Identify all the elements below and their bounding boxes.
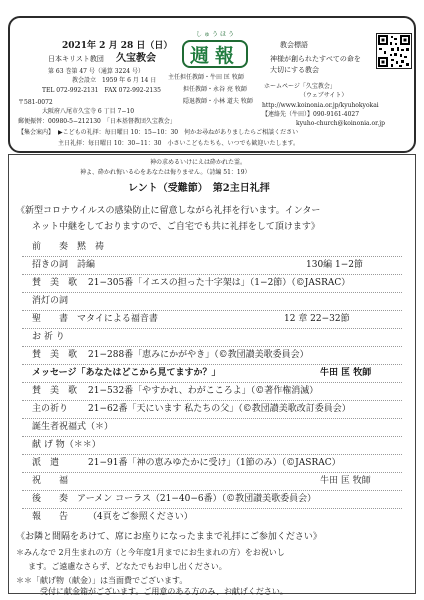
divider: [22, 274, 402, 275]
postal-code: 〒581-0072: [18, 99, 53, 106]
footer-offering-note-1: ＊＊「献げ物（献金）」は当面費でございます。: [16, 576, 188, 585]
divider: [22, 382, 402, 383]
divider: [22, 328, 402, 329]
denomination: 日本キリスト教団: [48, 55, 104, 63]
row-hymn-3: 21−532番「やすかれ、わがこころよ」（©著作権消滅）: [88, 386, 319, 396]
footer-offering-note-2: 受付に献金箱がございます。ご用意のある方のみ、お献げください。: [40, 587, 288, 596]
weekly-title-box: [182, 40, 248, 68]
row-call-to-worship-ref: 130編 1−2節: [306, 260, 364, 270]
row-hymn-3-label: 賛 美 歌: [32, 386, 78, 396]
row-sending: 21−91番「神の恵みゆたかに受け」（1節のみ）（©JASRAC）: [88, 458, 341, 468]
gatherings-label: 【集会案内】: [18, 129, 55, 136]
motto-line-2: 大切にする教会: [270, 66, 319, 74]
row-announcements: （4頁をご参照ください）: [88, 512, 193, 522]
pastor-1: 主任担任教師・牛田 匡 牧師: [168, 74, 244, 81]
verse-line-2: 神よ、砕かれ悔いる心をあなたは侮りません。（詩編 51：19）: [80, 169, 251, 176]
row-lords-prayer-label: 主の祈り: [32, 404, 69, 414]
row-sending-label: 派 遣: [32, 458, 60, 468]
pastor-3: 隠退教師・小林 道夫 牧師: [183, 98, 253, 105]
gathering-main: 主日礼拝：毎日曜日 10：30−11：30 小さいこどもたちも、いつでも歓迎いたします。: [58, 140, 299, 147]
notice-line-1: 《新型コロナウイルスの感染防止に留意しながら礼拝を行います。インター: [16, 206, 321, 216]
address: 大阪府八尾市久宝寺 6 丁目 7−10: [42, 108, 135, 115]
qr-code[interactable]: [376, 33, 412, 69]
row-offering: 献 げ 物（＊＊）: [32, 440, 101, 450]
motto-label: 教会標語: [280, 41, 308, 49]
divider: [22, 508, 402, 509]
divider: [22, 400, 402, 401]
footer-seating-note: 《お隣と間隔をあけて、席にお座りになったままで礼拝にご参加ください》: [16, 532, 322, 542]
row-birthday-blessing: 誕生者祝福式（＊）: [32, 422, 114, 432]
church-name: 久宝教会: [116, 53, 156, 64]
row-message: メッセージ「あなたはどこから見てますか？」: [32, 368, 221, 378]
pastor-2: 担任教師・永谷 亮 牧師: [183, 86, 247, 93]
weekly-furigana: しゅうほう: [196, 31, 237, 38]
homepage-url[interactable]: http://www.koinonia.or.jp/kyuhokyokai: [262, 102, 379, 109]
row-announcements-label: 報 告: [32, 512, 69, 522]
issue-date: 2021年 2 月 28 日（日）: [62, 41, 173, 51]
divider: [22, 292, 402, 293]
row-hymn-1-label: 賛 美 歌: [32, 278, 78, 288]
divider: [22, 310, 402, 311]
weekly-title: 週報: [189, 44, 240, 67]
row-prelude: 前 奏 黙 祷: [32, 242, 105, 252]
row-benediction-pastor: 牛田 匡 牧師: [320, 476, 371, 486]
homepage-label: ホームページ「久宝教会」: [264, 83, 336, 90]
row-prayer: お 祈 り: [32, 332, 65, 342]
row-lights-out: 消灯の詞: [32, 296, 69, 306]
gathering-children: ▶こどもの礼拝：毎日曜日 10：15−10：30 何かお尋ねがありましたらご相談ください: [58, 129, 299, 136]
postal-transfer: 郵便振替：00980-5−212130 「日本基督教団久宝教会」: [18, 118, 176, 125]
email[interactable]: kyuho-church@koinonia.or.jp: [296, 120, 385, 127]
issue-number: 第 63 巻第 47 号（通算 3224 号）: [48, 68, 144, 75]
row-call-to-worship: 招きの詞 詩編: [32, 260, 96, 270]
row-hymn-2-label: 賛 美 歌: [32, 350, 78, 360]
row-benediction: 祝 福: [32, 476, 69, 486]
divider: [22, 418, 402, 419]
footer-birthday-note-2: ます。ご遠慮なさらず、どなたでもお申し出ください。: [28, 562, 227, 571]
notice-line-2: ネット中継をしておりますので、ご自宅でも共に礼拝をして頂けます》: [32, 222, 320, 232]
verse-line-1: 神の求めるいけにえは砕かれた霊。: [150, 159, 247, 166]
motto-line-1: 神様が創られたすべての命を: [270, 55, 361, 63]
row-postlude: 後 奏 アーメン コーラス（21−40−6番）（©教団讃美歌委員会）: [32, 494, 317, 504]
row-scripture-ref: 12 章 22−32節: [284, 314, 350, 324]
homepage-sub: （ウェブサイト）: [300, 92, 348, 99]
founded-date: 教会設立 1959 年 6 月 14 日: [72, 77, 157, 84]
row-lords-prayer: 21−62番「天にいます 私たちの父」（©教団讃美歌改訂委員会）: [88, 404, 351, 414]
row-hymn-1: 21−305番「イエスの担った十字架は」（1−2節）（©JASRAC）: [88, 278, 351, 288]
row-message-preacher: 牛田 匡 牧師: [320, 368, 372, 378]
divider: [22, 490, 402, 491]
contact-phone: 【連絡先（牛田）】090-9161-4027: [262, 111, 360, 118]
divider: [22, 364, 402, 365]
footer-birthday-note-1: ＊みんなで 2月生まれの方（と今年度1月までにお生まれの方）をお祝いし: [16, 548, 285, 557]
service-title: レント（受難節） 第2主日礼拝: [128, 183, 270, 194]
tel-fax: TEL 072-992-2131 FAX 072-992-2135: [42, 87, 161, 94]
qr-code-icon: [377, 34, 411, 68]
divider: [22, 472, 402, 473]
divider: [22, 346, 402, 347]
divider: [22, 454, 402, 455]
divider: [22, 256, 402, 257]
row-hymn-2: 21−288番「恵みにかがやき」（©教団讃美歌委員会）: [88, 350, 309, 360]
divider: [22, 436, 402, 437]
row-scripture: 聖 書 マタイによる福音書: [32, 314, 158, 324]
